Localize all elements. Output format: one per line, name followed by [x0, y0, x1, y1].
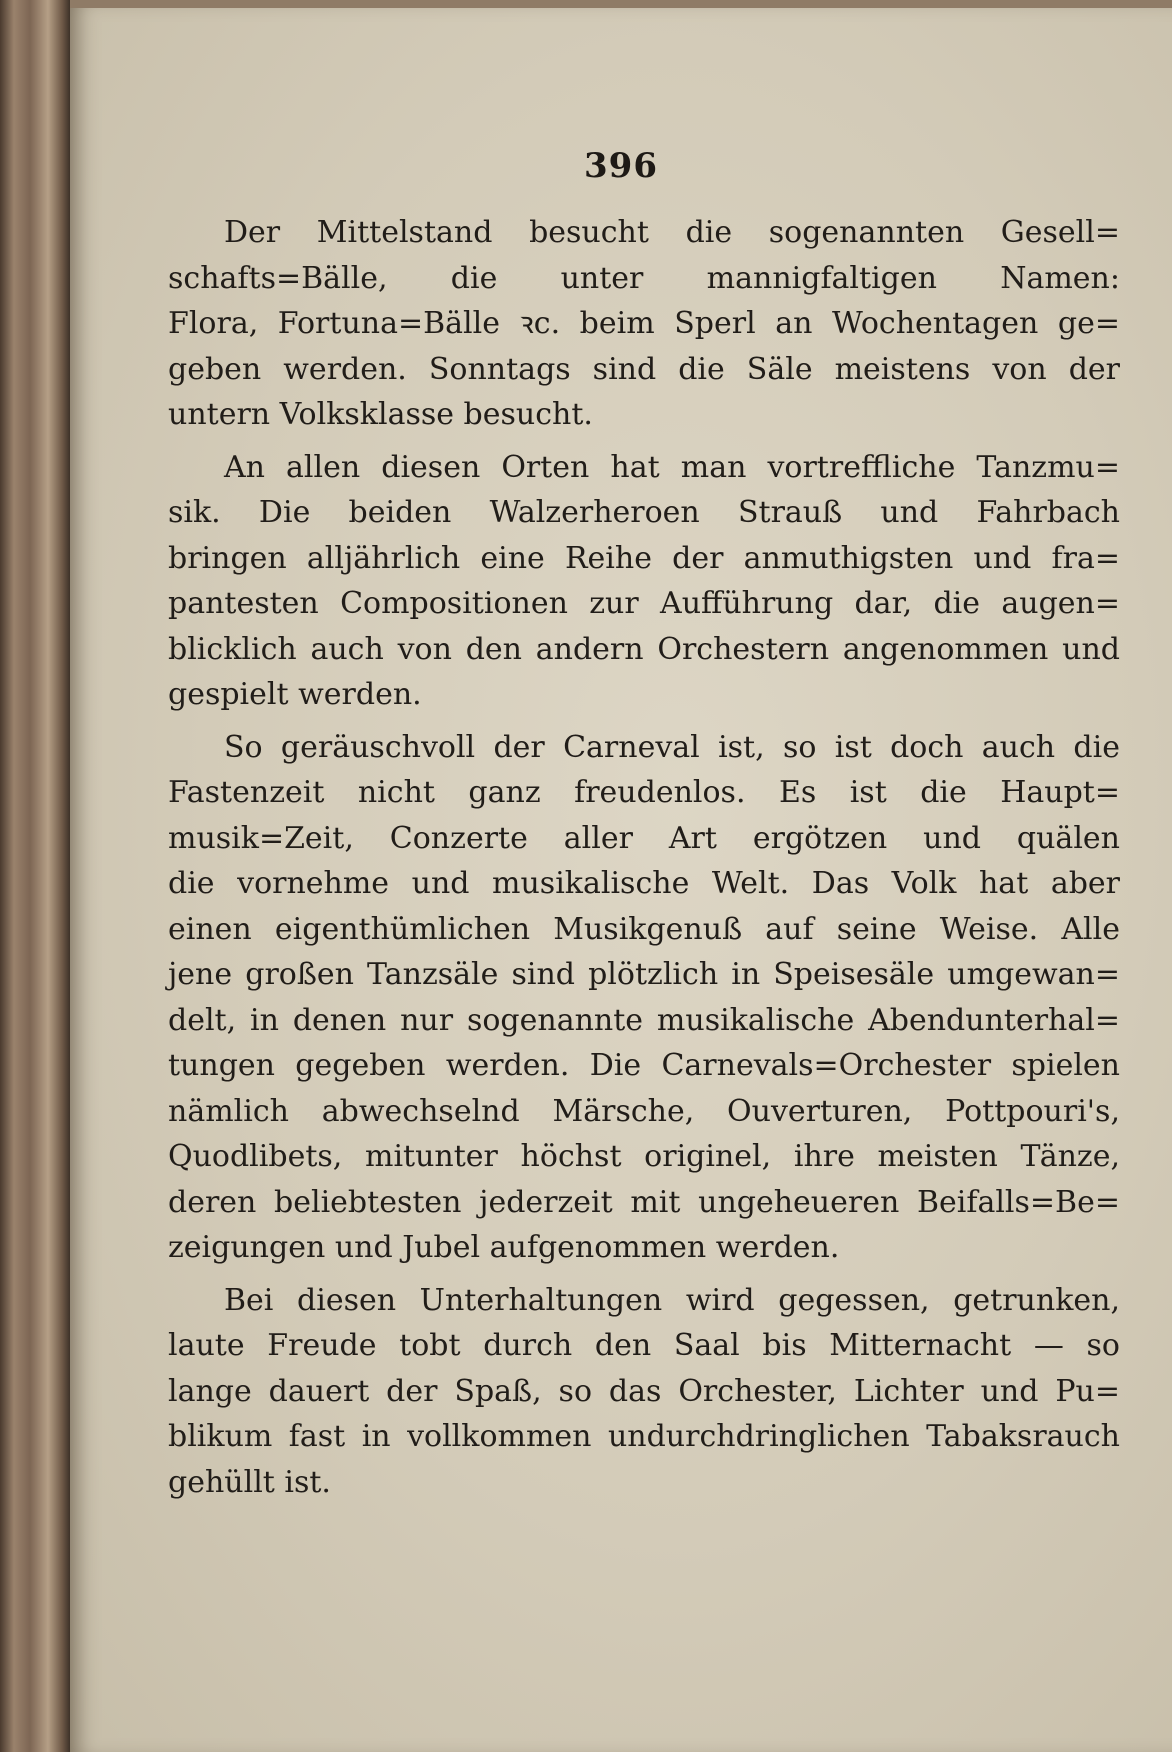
text-line: blicklich auch von den andern Orchestern angenommen und — [168, 631, 1120, 667]
text-line: Fastenzeit nicht ganz freudenlos. Es ist die Haupt= — [168, 775, 1120, 810]
paragraph-gap — [168, 718, 1120, 725]
text-line: pantesten Compositionen zur Aufführung dar, die augen= — [168, 586, 1120, 621]
text-line: zeigungen und Jubel aufgenommen werden. — [168, 1230, 840, 1265]
paragraph-gap — [168, 438, 1120, 445]
text-line: So geräuschvoll der Carneval ist, so ist doch auch die — [224, 729, 1120, 765]
text-line: An allen diesen Orten hat man vortreffliche Tanzmu= — [224, 449, 1120, 485]
text-line: einen eigenthümlichen Musikgenuß auf seine Weise. Alle — [168, 911, 1120, 947]
text-line: untern Volksklasse besucht. — [168, 397, 593, 432]
text-line: musik=Zeit, Conzerte aller Art ergötzen und quälen — [168, 820, 1120, 856]
text-line: Flora, Fortuna=Bälle ꝛc. beim Sperl an Wochentagen ge= — [168, 306, 1120, 341]
paragraph — [168, 725, 1120, 1271]
text-line: geben werden. Sonntags sind die Säle meistens von der — [168, 351, 1120, 387]
paragraph — [168, 1278, 1120, 1506]
body-text — [168, 210, 1120, 1505]
paragraph — [168, 210, 1120, 438]
paragraph-gap — [168, 1271, 1120, 1278]
text-line: die vornehme und musikalische Welt. Das Volk hat aber — [168, 866, 1120, 901]
text-line: schafts=Bälle, die unter mannigfaltigen Namen: — [168, 260, 1120, 296]
page-number: 396 — [584, 146, 658, 186]
text-line: bringen alljährlich eine Reihe der anmuthigsten und fra= — [168, 540, 1120, 576]
text-line: Quodlibets, mitunter höchst originel, ihre meisten Tänze, — [168, 1139, 1120, 1174]
text-line: sik. Die beiden Walzerheroen Strauß und Fahrbach — [168, 495, 1120, 530]
text-line: tungen gegeben werden. Die Carnevals=Orchester spielen — [168, 1048, 1120, 1083]
text-line: lange dauert der Spaß, so das Orchester, Lichter und Pu= — [168, 1373, 1120, 1409]
text-line: laute Freude tobt durch den Saal bis Mitternacht — so — [168, 1328, 1120, 1363]
text-line: delt, in denen nur sogenannte musikalische Abendunterhal= — [168, 1002, 1120, 1038]
text-line: gespielt werden. — [168, 677, 422, 712]
book-spine-edge — [0, 0, 70, 1752]
text-line: Der Mittelstand besucht die sogenannten Gesell= — [224, 215, 1120, 250]
paragraph — [168, 445, 1120, 718]
text-line: deren beliebtesten jederzeit mit ungeheueren Beifalls=Be= — [168, 1184, 1120, 1220]
text-line: nämlich abwechselnd Märsche, Ouverturen, Pottpouri's, — [168, 1093, 1120, 1129]
text-line: blikum fast in vollkommen undurchdringlichen Tabaksrauch — [168, 1419, 1120, 1454]
text-line: gehüllt ist. — [168, 1464, 331, 1500]
text-line: Bei diesen Unterhaltungen wird gegessen, getrunken, — [224, 1282, 1120, 1318]
text-line: jene großen Tanzsäle sind plötzlich in Speisesäle umgewan= — [168, 957, 1120, 992]
